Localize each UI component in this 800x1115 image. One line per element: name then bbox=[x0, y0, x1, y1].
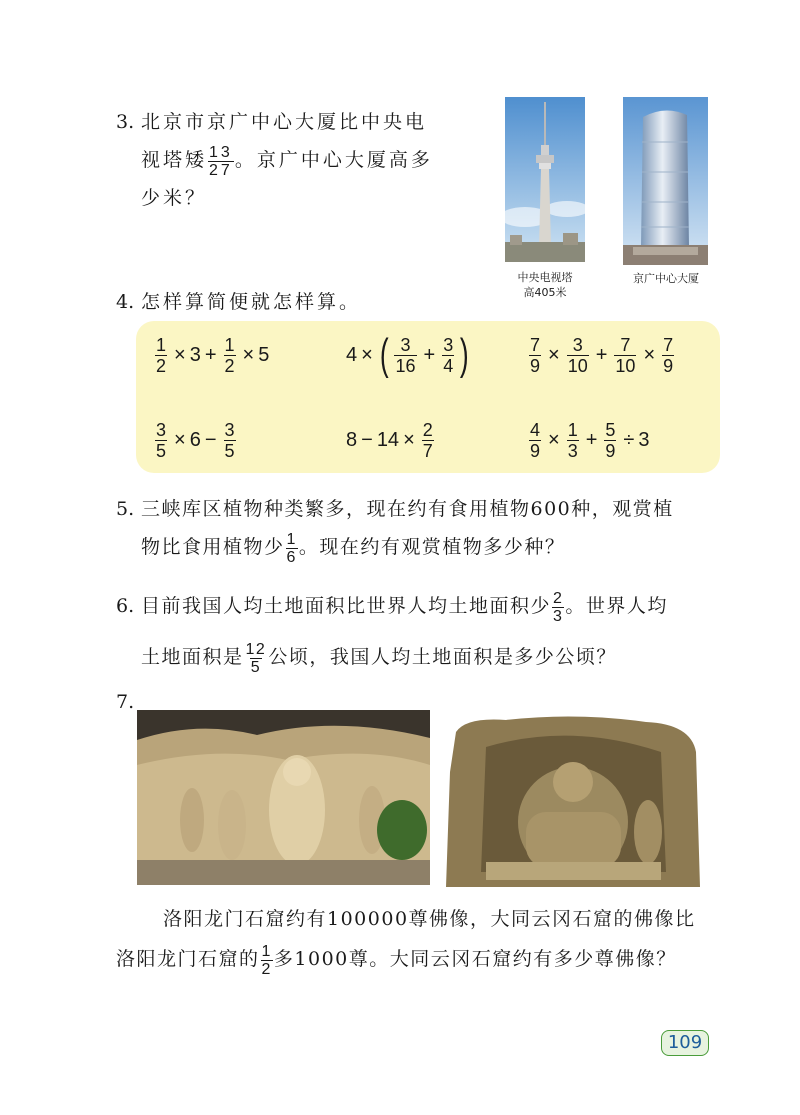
jingguang-center-caption: 京广中心大厦 bbox=[633, 272, 699, 285]
expression-5: 8 − 14 × $\frac{2}{7}$ bbox=[346, 419, 433, 461]
problem-3-number: 3. bbox=[116, 111, 135, 133]
problem-6-line-1 bbox=[141, 587, 668, 625]
fraction-12-5: $\frac{12}{5}$ bbox=[245, 640, 267, 676]
problem-3-line-1: 北京市京广中心大厦比中央电 bbox=[141, 111, 428, 133]
problem-3-line-3: 少米？ bbox=[141, 187, 208, 209]
fraction: $\frac{7}{10}$ bbox=[615, 334, 636, 376]
problem-7-number: 7. bbox=[116, 691, 135, 713]
fraction: $\frac{1}{3}$ bbox=[567, 419, 578, 461]
page-number: 109 bbox=[661, 1030, 709, 1056]
problem-6-text: 公顷，我国人均土地面积是多少公顷？ bbox=[268, 646, 617, 668]
fraction-1-2: $\frac{1}{2}$ bbox=[261, 942, 272, 978]
problem-5-number: 5. bbox=[116, 498, 135, 520]
expression-3: $\frac{7}{9}$ × $\frac{3}{10}$ + $\frac{7}{10}$ × $\frac{7}{9}$ bbox=[530, 334, 674, 376]
problem-6-text: 。世界人均 bbox=[565, 595, 668, 617]
problem-3-text: 。京广中心大厦高多 bbox=[234, 149, 433, 171]
fraction: $\frac{3}{5}$ bbox=[156, 419, 167, 461]
fraction: $\frac{4}{9}$ bbox=[530, 419, 541, 461]
problem-5-line-1: 三峡库区植物种类繁多，现在约有食用植物600种，观赏植 bbox=[141, 498, 674, 520]
jingguang-center-photo bbox=[623, 97, 708, 265]
fraction: $\frac{3}{4}$ bbox=[443, 334, 454, 376]
fraction-2-3: $\frac{2}{3}$ bbox=[553, 589, 564, 625]
fraction: $\frac{3}{16}$ bbox=[395, 334, 416, 376]
problem-7-text: 洛阳龙门石窟的 bbox=[116, 948, 260, 970]
fraction: $\frac{7}{9}$ bbox=[530, 334, 541, 376]
fraction: $\frac{3}{5}$ bbox=[224, 419, 235, 461]
fraction-13-27: $\frac{13}{27}$ bbox=[209, 143, 233, 179]
fraction: $\frac{5}{9}$ bbox=[605, 419, 616, 461]
problem-4-title: 怎样算简便就怎样算。 bbox=[141, 291, 362, 313]
cctv-tower-caption bbox=[497, 270, 593, 300]
problem-7-text: 多1000尊。大同云冈石窟约有多少尊佛像？ bbox=[273, 948, 677, 970]
expression-6: $\frac{4}{9}$ × $\frac{1}{3}$ + $\frac{5}{9}$ ÷ 3 bbox=[530, 419, 650, 461]
fraction: $\frac{2}{7}$ bbox=[422, 419, 433, 461]
fraction: $\frac{3}{10}$ bbox=[567, 334, 588, 376]
longmen-grottoes-photo bbox=[137, 710, 430, 885]
problem-3-text: 视塔矮 bbox=[141, 149, 208, 171]
fraction-1-6: $\frac{1}{6}$ bbox=[286, 530, 297, 566]
cctv-tower-photo bbox=[505, 97, 585, 262]
problem-7-line-2 bbox=[116, 940, 677, 978]
problem-4-number: 4. bbox=[116, 291, 135, 313]
problem-5-text: 。现在约有观赏植物多少种？ bbox=[298, 536, 566, 558]
fraction: $\frac{1}{2}$ bbox=[224, 334, 235, 376]
cctv-tower-caption-line-2: 高405米 bbox=[523, 286, 567, 299]
problem-6-number: 6. bbox=[116, 595, 135, 617]
fraction: $\frac{7}{9}$ bbox=[663, 334, 674, 376]
problem-6-text: 目前我国人均土地面积比世界人均土地面积少 bbox=[141, 595, 552, 617]
fraction: $\frac{1}{2}$ bbox=[156, 334, 167, 376]
problem-6-text: 土地面积是 bbox=[141, 646, 244, 668]
expression-4: $\frac{3}{5}$ × 6 − $\frac{3}{5}$ bbox=[156, 419, 235, 461]
problem-5-line-2 bbox=[141, 528, 565, 566]
problem-6-line-2 bbox=[141, 638, 617, 676]
expression-1: $\frac{1}{2}$ × 3 + $\frac{1}{2}$ × 5 bbox=[156, 334, 270, 376]
yungang-grottoes-photo bbox=[446, 712, 700, 887]
expression-2: 4 × ( $\frac{3}{16}$ + $\frac{3}{4}$ ) bbox=[346, 330, 469, 379]
problem-7-line-1: 洛阳龙门石窟约有100000尊佛像，大同云冈石窟的佛像比 bbox=[163, 908, 696, 930]
cctv-tower-caption-line-1: 中央电视塔 bbox=[517, 271, 573, 284]
problem-3-line-2 bbox=[141, 141, 433, 179]
problem-5-text: 物比食用植物少 bbox=[141, 536, 285, 558]
